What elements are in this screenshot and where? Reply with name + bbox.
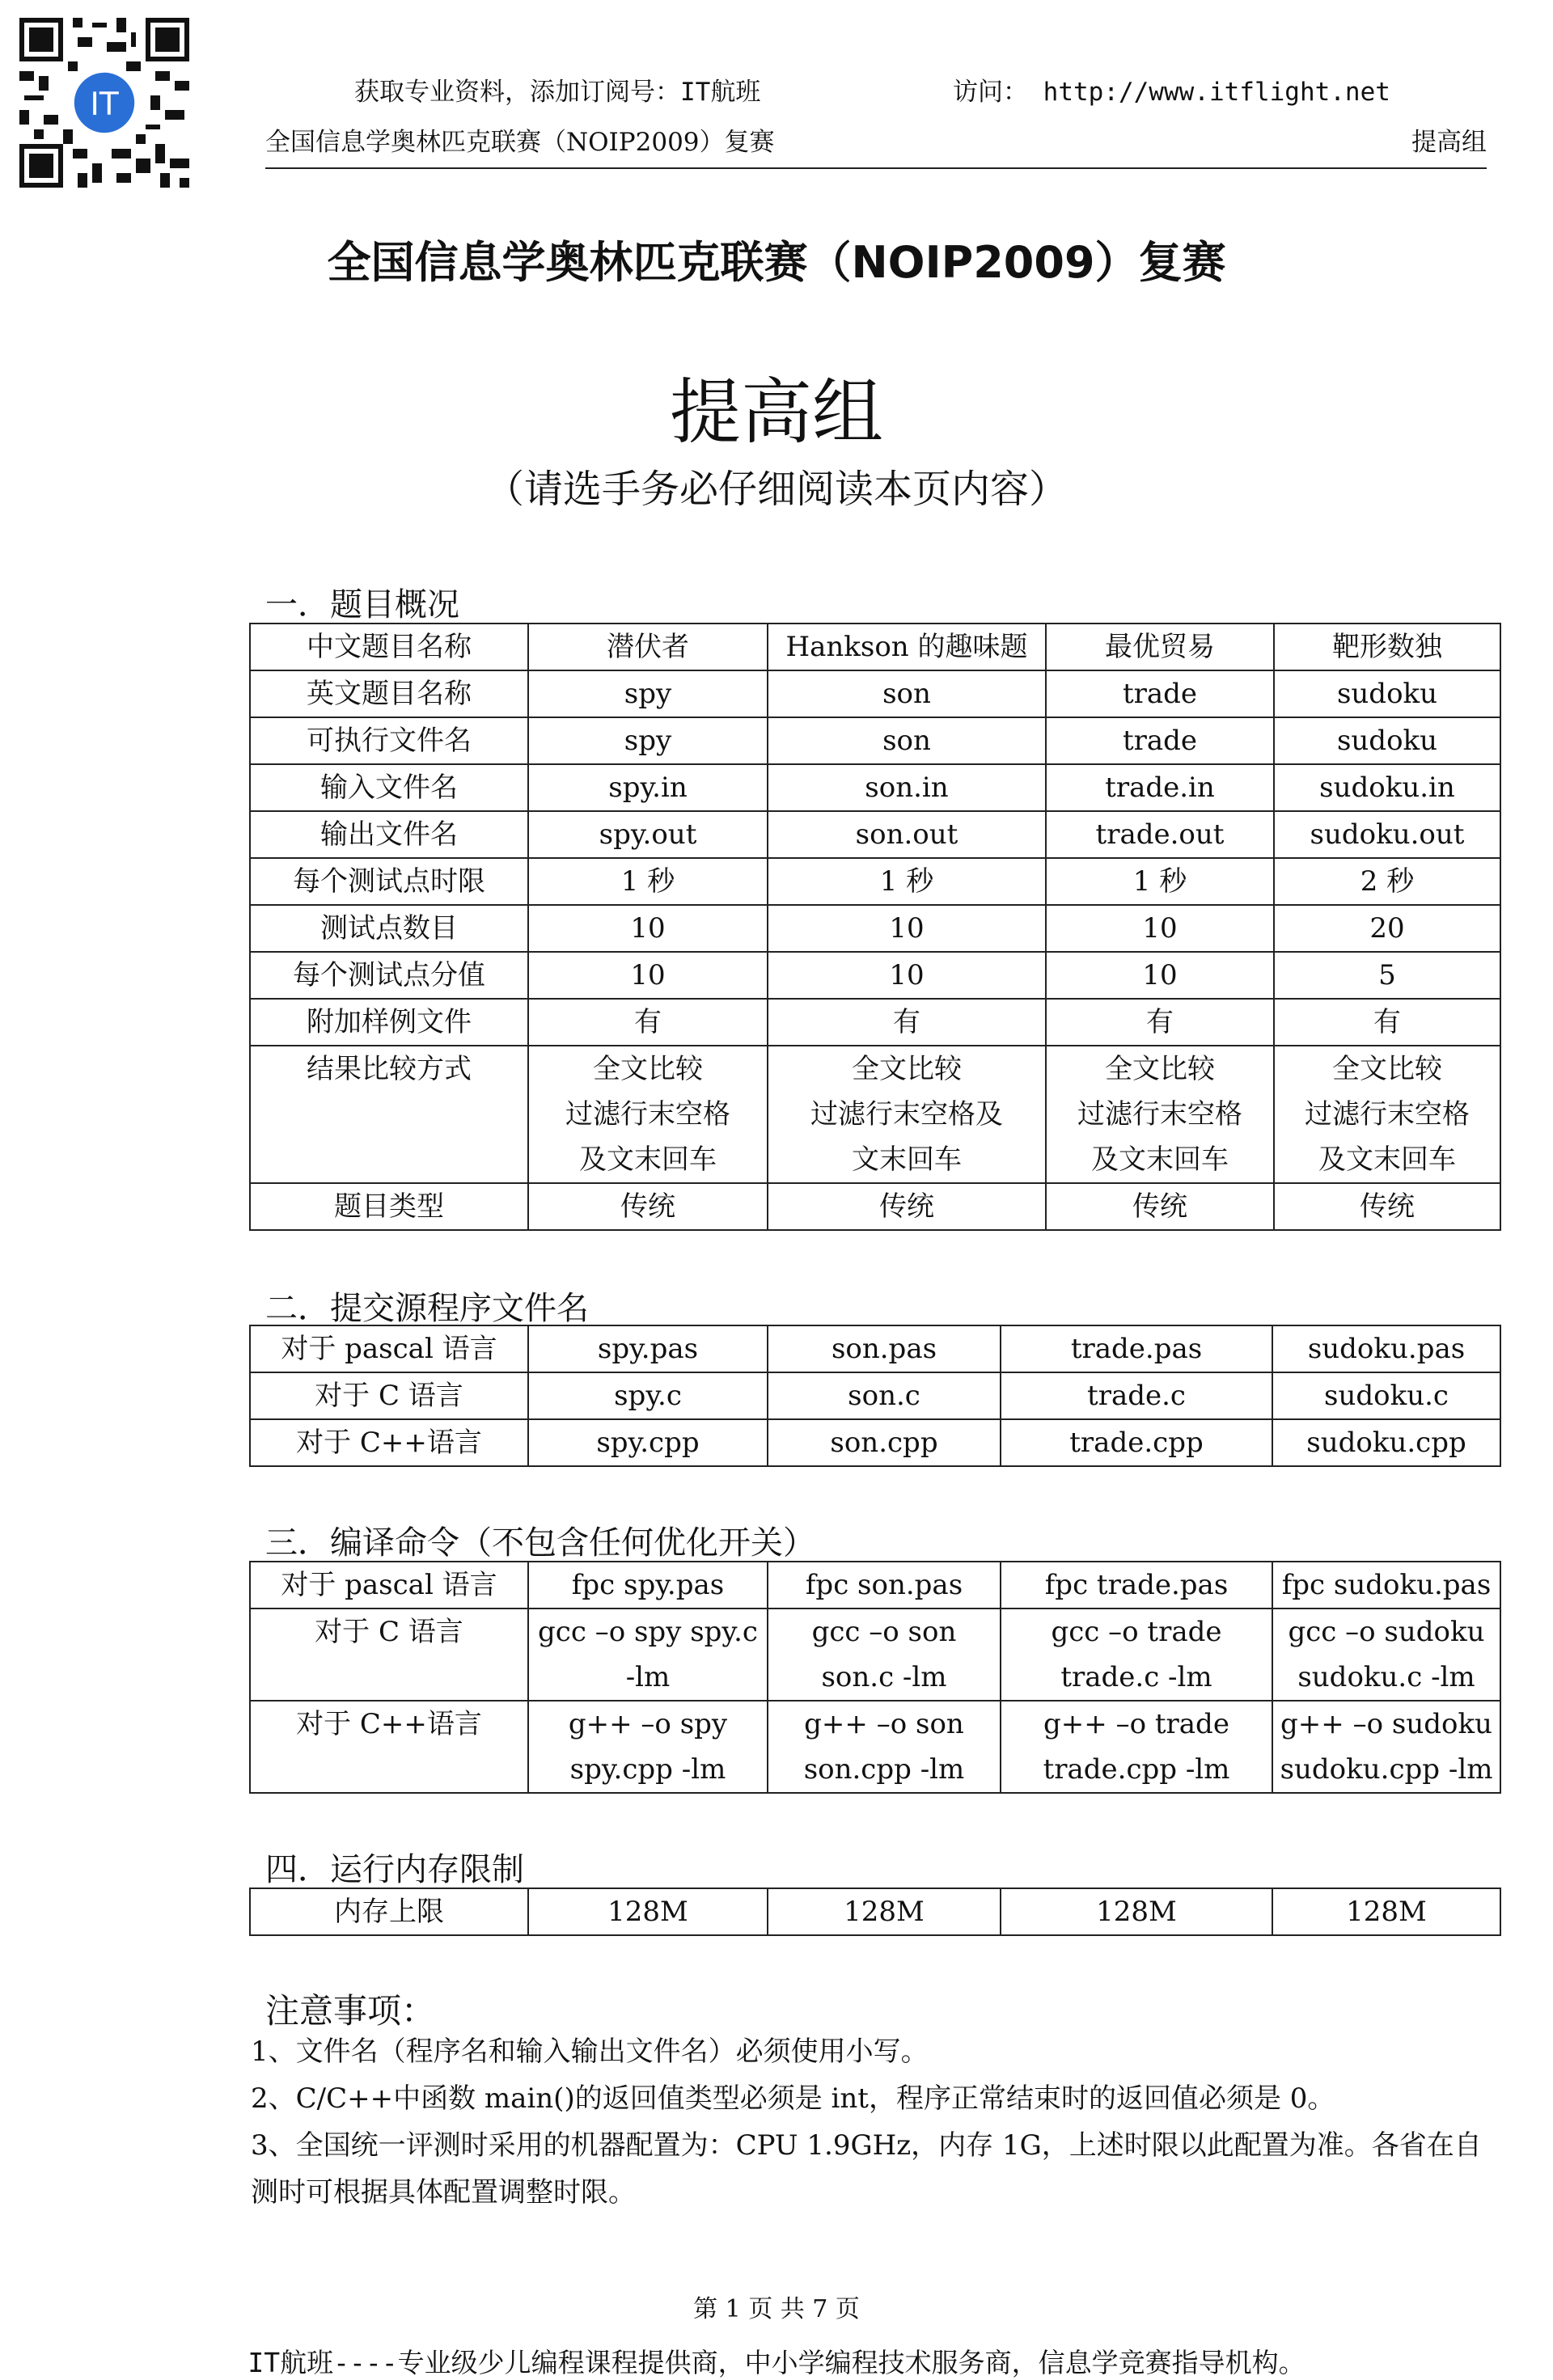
table-cell: 10 <box>1046 905 1274 952</box>
table-row <box>250 1419 1500 1466</box>
table-row <box>250 1183 1500 1230</box>
row-label-cell: 测试点数目 <box>250 905 528 952</box>
table-cell: 10 <box>768 905 1046 952</box>
table-cell: 128M <box>768 1888 1001 1935</box>
table-cell: 有 <box>768 999 1046 1046</box>
table-cell: trade.pas <box>1001 1325 1272 1372</box>
table-cell: 靶形数独 <box>1274 624 1500 670</box>
table-row <box>250 952 1500 999</box>
table-cell: fpc son.pas <box>768 1562 1001 1609</box>
table-cell: g++ –o trade trade.cpp -lm <box>1001 1701 1272 1793</box>
table-cell: sudoku.cpp <box>1272 1419 1500 1466</box>
table-cell: trade.c <box>1001 1372 1272 1419</box>
table-cell: Hankson 的趣味题 <box>768 624 1046 670</box>
compile-command-table <box>249 1561 1501 1794</box>
table-cell: 有 <box>528 999 768 1046</box>
table-cell: gcc –o trade trade.c -lm <box>1001 1609 1272 1701</box>
table-cell: 10 <box>768 952 1046 999</box>
table-cell: trade <box>1046 717 1274 764</box>
table-cell: son.out <box>768 811 1046 858</box>
table-cell: spy.out <box>528 811 768 858</box>
section-1-heading: 一．题目概况 <box>265 586 459 624</box>
table-cell: fpc trade.pas <box>1001 1562 1272 1609</box>
table-cell: son.cpp <box>768 1419 1001 1466</box>
row-label-cell: 输入文件名 <box>250 764 528 811</box>
promo-website-text: 访问： http://www.itflight.net <box>953 78 1390 107</box>
table-cell: 10 <box>528 952 768 999</box>
table-row <box>250 1325 1500 1372</box>
row-label-cell: 可执行文件名 <box>250 717 528 764</box>
table-cell: gcc –o sudoku sudoku.c -lm <box>1272 1609 1500 1701</box>
promo-subscription-text: 获取专业资料，添加订阅号：IT航班 <box>354 78 761 107</box>
table-cell: 128M <box>1272 1888 1500 1935</box>
table-row <box>250 624 1500 670</box>
table-row <box>250 999 1500 1046</box>
table-cell: 全文比较 过滤行末空格 及文末回车 <box>1274 1046 1500 1183</box>
table-cell: sudoku.out <box>1274 811 1500 858</box>
table-cell: sudoku <box>1274 717 1500 764</box>
table-cell: 传统 <box>528 1183 768 1230</box>
table-cell: son <box>768 717 1046 764</box>
table-cell: sudoku <box>1274 670 1500 717</box>
table-cell: trade.in <box>1046 764 1274 811</box>
note-item: 1、文件名（程序名和输入输出文件名）必须使用小写。 <box>251 2035 929 2068</box>
table-row <box>250 764 1500 811</box>
table-cell: 潜伏者 <box>528 624 768 670</box>
reading-note: （请选手务必仔细阅读本页内容） <box>485 467 1068 512</box>
table-cell: sudoku.in <box>1274 764 1500 811</box>
table-cell: fpc spy.pas <box>528 1562 768 1609</box>
page-number: 第 1 页 共 7 页 <box>693 2295 860 2323</box>
table-row <box>250 1609 1500 1701</box>
running-header <box>265 121 1487 169</box>
row-label-cell: 对于 pascal 语言 <box>250 1325 528 1372</box>
row-label-cell: 每个测试点时限 <box>250 858 528 905</box>
table-cell: g++ –o son son.cpp -lm <box>768 1701 1001 1793</box>
source-filename-table <box>249 1325 1501 1467</box>
table-cell: 1 秒 <box>768 858 1046 905</box>
table-row <box>250 670 1500 717</box>
table-cell: trade.cpp <box>1001 1419 1272 1466</box>
table-cell: fpc sudoku.pas <box>1272 1562 1500 1609</box>
table-cell: 全文比较 过滤行末空格 及文末回车 <box>528 1046 768 1183</box>
table-row <box>250 811 1500 858</box>
table-cell: 全文比较 过滤行末空格及 文末回车 <box>768 1046 1046 1183</box>
row-label-cell: 题目类型 <box>250 1183 528 1230</box>
table-cell: 10 <box>1046 952 1274 999</box>
table-row <box>250 905 1500 952</box>
table-cell: trade <box>1046 670 1274 717</box>
row-label-cell: 结果比较方式 <box>250 1046 528 1183</box>
problem-overview-table <box>249 623 1501 1231</box>
row-label-cell: 对于 C++语言 <box>250 1419 528 1466</box>
table-cell: gcc –o spy spy.c -lm <box>528 1609 768 1701</box>
table-cell: 2 秒 <box>1274 858 1500 905</box>
table-row <box>250 1888 1500 1935</box>
table-cell: 传统 <box>1274 1183 1500 1230</box>
table-row <box>250 1372 1500 1419</box>
row-label-cell: 对于 C++语言 <box>250 1701 528 1793</box>
table-cell: son <box>768 670 1046 717</box>
row-label-cell: 附加样例文件 <box>250 999 528 1046</box>
table-cell: 5 <box>1274 952 1500 999</box>
row-label-cell: 对于 C 语言 <box>250 1372 528 1419</box>
row-label-cell: 对于 C 语言 <box>250 1609 528 1701</box>
table-cell: 有 <box>1046 999 1274 1046</box>
row-label-cell: 中文题目名称 <box>250 624 528 670</box>
qr-code <box>15 13 194 192</box>
table-cell: 20 <box>1274 905 1500 952</box>
table-row <box>250 1046 1500 1183</box>
table-row <box>250 717 1500 764</box>
table-cell: trade.out <box>1046 811 1274 858</box>
note-item: 2、C/C++中函数 main()的返回值类型必须是 int，程序正常结束时的返回值必须是 0。 <box>251 2082 1335 2115</box>
table-cell: g++ –o spy spy.cpp -lm <box>528 1701 768 1793</box>
table-row <box>250 1701 1500 1793</box>
page-title: 全国信息学奥林匹克联赛（NOIP2009）复赛 <box>327 237 1226 288</box>
row-label-cell: 英文题目名称 <box>250 670 528 717</box>
table-cell: spy <box>528 670 768 717</box>
table-cell: sudoku.pas <box>1272 1325 1500 1372</box>
table-cell: son.in <box>768 764 1046 811</box>
table-cell: 128M <box>1001 1888 1272 1935</box>
table-cell: spy <box>528 717 768 764</box>
table-cell: 最优贸易 <box>1046 624 1274 670</box>
table-cell: 传统 <box>768 1183 1046 1230</box>
row-label-cell: 输出文件名 <box>250 811 528 858</box>
qr-logo-text: IT <box>90 87 119 123</box>
section-2-heading: 二．提交源程序文件名 <box>265 1290 589 1327</box>
row-label-cell: 对于 pascal 语言 <box>250 1562 528 1609</box>
table-cell: spy.in <box>528 764 768 811</box>
running-header-title: 全国信息学奥林匹克联赛（NOIP2009）复赛 <box>265 128 775 157</box>
footer-promo-text: IT航班----专业级少儿编程课程提供商，中小学编程技术服务商，信息学竞赛指导机构。 <box>248 2347 1305 2378</box>
table-cell: 有 <box>1274 999 1500 1046</box>
group-level-heading: 提高组 <box>669 370 883 454</box>
table-cell: son.pas <box>768 1325 1001 1372</box>
row-label-cell: 内存上限 <box>250 1888 528 1935</box>
table-cell: son.c <box>768 1372 1001 1419</box>
table-cell: 1 秒 <box>528 858 768 905</box>
table-cell: spy.c <box>528 1372 768 1419</box>
memory-limit-table <box>249 1888 1501 1936</box>
notes-title: 注意事项： <box>265 1991 436 2031</box>
table-cell: spy.cpp <box>528 1419 768 1466</box>
running-header-group: 提高组 <box>1411 128 1487 157</box>
table-row <box>250 1562 1500 1609</box>
table-cell: sudoku.c <box>1272 1372 1500 1419</box>
table-cell: 全文比较 过滤行末空格 及文末回车 <box>1046 1046 1274 1183</box>
table-cell: 传统 <box>1046 1183 1274 1230</box>
note-item: 3、全国统一评测时采用的机器配置为：CPU 1.9GHz，内存 1G，上述时限以此配置为准。各省在自测时可根据具体配置调整时限。 <box>251 2129 1482 2209</box>
table-cell: gcc –o son son.c -lm <box>768 1609 1001 1701</box>
table-cell: spy.pas <box>528 1325 768 1372</box>
table-cell: 1 秒 <box>1046 858 1274 905</box>
section-3-heading: 三．编译命令（不包含任何优化开关） <box>265 1524 815 1562</box>
notes-list <box>251 2028 1496 2216</box>
table-row <box>250 858 1500 905</box>
section-4-heading: 四．运行内存限制 <box>265 1851 524 1888</box>
row-label-cell: 每个测试点分值 <box>250 952 528 999</box>
table-cell: 10 <box>528 905 768 952</box>
table-cell: g++ –o sudoku sudoku.cpp -lm <box>1272 1701 1500 1793</box>
table-cell: 128M <box>528 1888 768 1935</box>
